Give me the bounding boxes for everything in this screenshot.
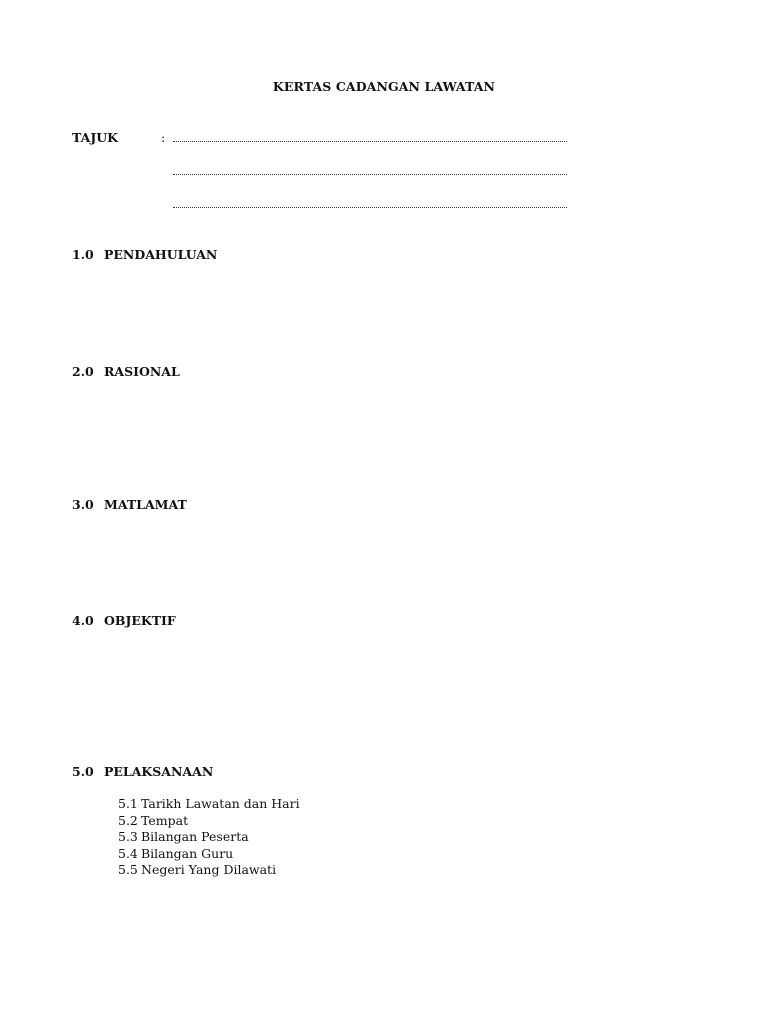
section-matlamat	[72, 497, 187, 512]
list-item-label: Negeri Yang Dilawati	[141, 862, 277, 878]
list-item-number: 5.4	[118, 845, 138, 861]
tajuk-fill-line-2	[173, 174, 567, 175]
list-item	[118, 829, 300, 846]
pelaksanaan-list	[118, 796, 300, 879]
list-item-label: Tempat	[141, 812, 189, 828]
list-item-number: 5.5	[118, 862, 138, 878]
section-number: 2.0	[72, 364, 94, 379]
document-title: KERTAS CADANGAN LAWATAN	[272, 79, 496, 94]
section-heading: MATLAMAT	[104, 497, 187, 512]
list-item	[118, 846, 300, 863]
section-heading: PENDAHULUAN	[104, 247, 218, 262]
section-pelaksanaan	[72, 764, 213, 779]
list-item-number: 5.3	[118, 829, 138, 845]
list-item-label: Tarikh Lawatan dan Hari	[141, 796, 300, 811]
list-item-number: 5.2	[118, 812, 138, 828]
list-item-label: Bilangan Guru	[141, 845, 234, 861]
list-item-label: Bilangan Peserta	[141, 829, 249, 845]
tajuk-label: TAJUK	[72, 130, 118, 145]
list-item	[118, 796, 300, 813]
section-number: 3.0	[72, 497, 94, 512]
list-item	[118, 813, 300, 830]
tajuk-fill-line-3	[173, 207, 567, 208]
list-item	[118, 862, 300, 879]
list-item-number: 5.1	[118, 796, 138, 811]
section-number: 4.0	[72, 613, 94, 628]
section-number: 5.0	[72, 764, 94, 779]
section-heading: OBJEKTIF	[104, 613, 176, 628]
section-rasional	[72, 364, 180, 379]
section-number: 1.0	[72, 247, 94, 262]
section-heading: PELAKSANAAN	[104, 764, 214, 779]
section-pendahuluan	[72, 247, 217, 262]
section-objektif	[72, 613, 176, 628]
section-heading: RASIONAL	[104, 364, 180, 379]
tajuk-colon: :	[161, 130, 166, 145]
tajuk-fill-line-1	[173, 141, 567, 142]
